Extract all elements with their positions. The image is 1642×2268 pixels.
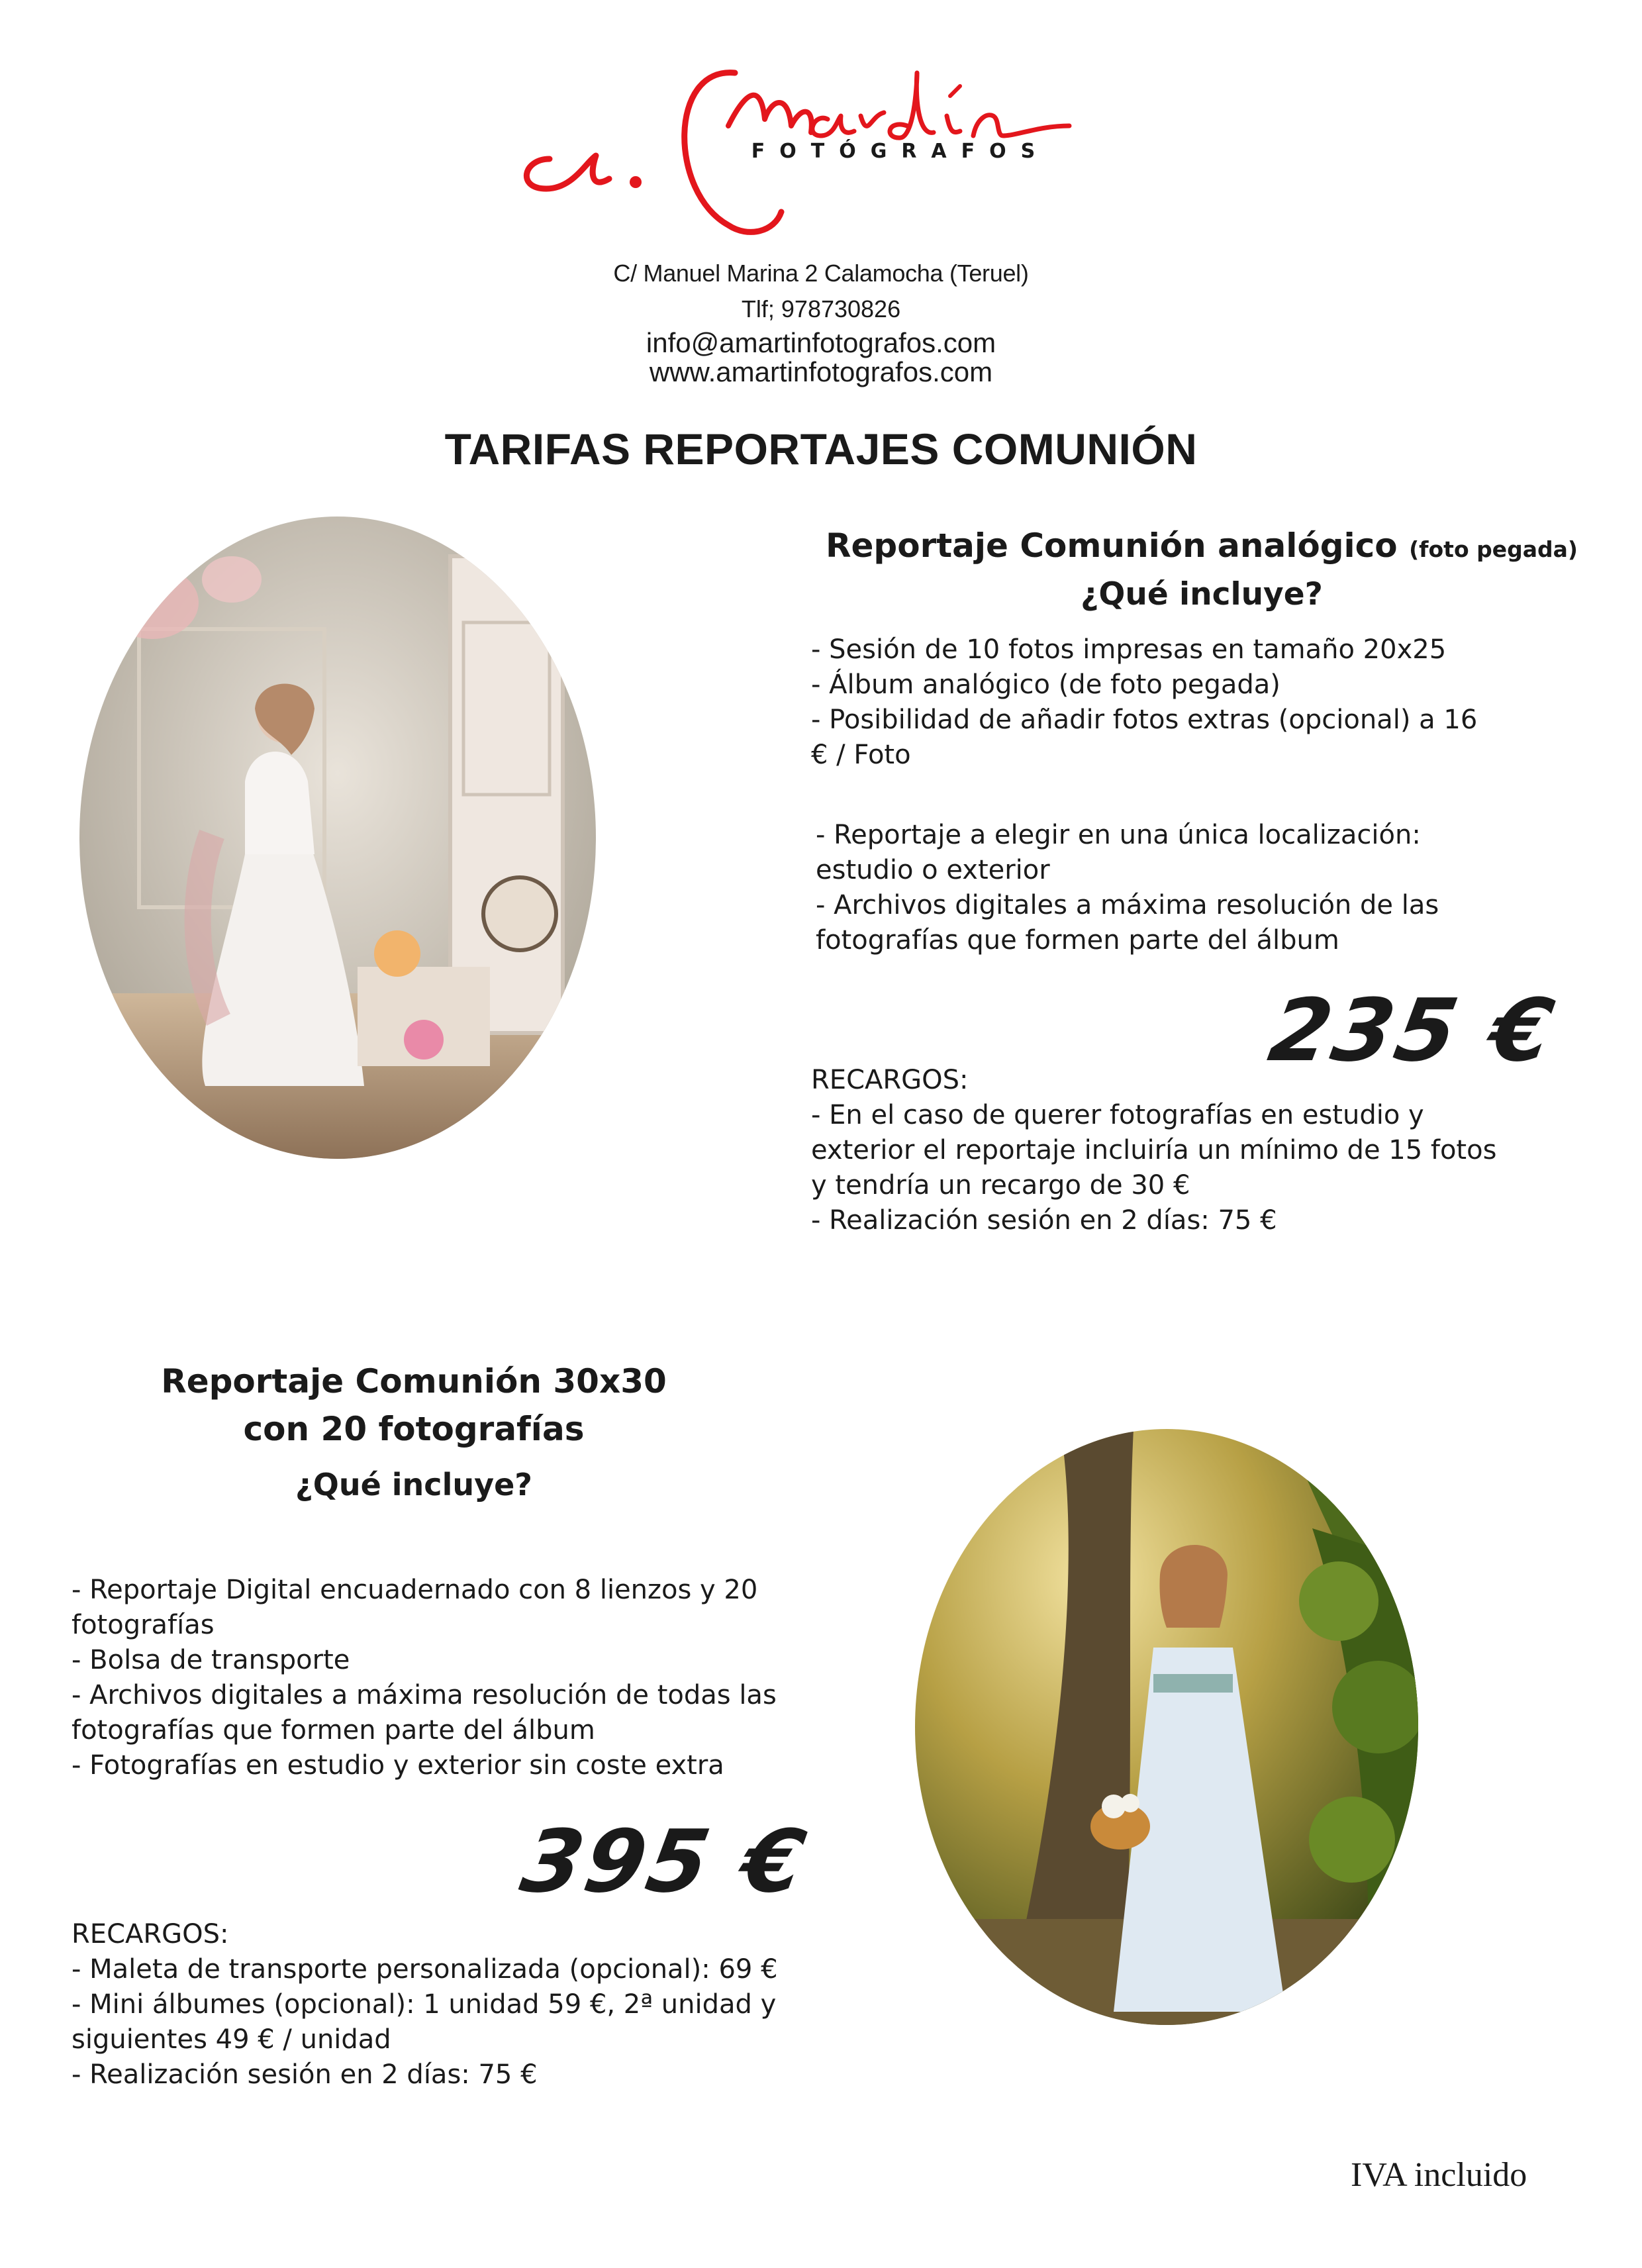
section2-heading <box>66 1357 761 1453</box>
section1-surcharges <box>811 1063 1506 1238</box>
list-item: - Mini álbumes (opcional): 1 unidad 59 €, 2ª unidad y siguientes 49 € / unidad <box>72 1989 777 2055</box>
section2-question: ¿Qué incluye? <box>295 1467 532 1503</box>
list-item: - Reportaje a elegir en una única localización: estudio o exterior <box>816 820 1421 885</box>
list-item: - Archivos digitales a máxima resolución de las fotografías que formen parte del álbum <box>816 890 1439 956</box>
list-item: - Reportaje Digital encuadernado con 8 lienzos y 20 fotografías <box>72 1575 758 1640</box>
list-item: - Maleta de transporte personalizada (opcional): 69 € <box>72 1954 778 1985</box>
section1-includes-list <box>811 632 1486 773</box>
section2-includes-list <box>72 1573 853 1783</box>
surcharges-label: RECARGOS: <box>72 1919 229 1949</box>
list-item: - Realización sesión en 2 días: 75 € <box>811 1205 1277 1236</box>
list-item: - Realización sesión en 2 días: 75 € <box>72 2059 538 2090</box>
section1-note: (foto pegada) <box>1409 536 1578 562</box>
section1-heading <box>811 526 1592 565</box>
section2-price: 395 € <box>514 1811 815 1912</box>
website-link[interactable]: www.amartinfotografos.com <box>649 356 993 387</box>
studio-communion-photo <box>79 517 596 1159</box>
vat-note: IVA incluido <box>1351 2156 1527 2194</box>
page-title: TARIFAS REPORTAJES COMUNIÓN <box>444 424 1198 473</box>
address-text: C/ Manuel Marina 2 Calamocha (Teruel) <box>613 260 1029 287</box>
outdoor-communion-photo <box>915 1429 1418 2025</box>
list-item: - Sesión de 10 fotos impresas en tamaño 20x25 <box>811 634 1447 665</box>
section1-includes-list-2 <box>816 818 1504 958</box>
email-link[interactable]: info@amartinfotografos.com <box>646 327 996 358</box>
svg-text:FOTÓGRAFOS: FOTÓGRAFOS <box>751 140 1050 163</box>
section1-title: Reportaje Comunión analógico <box>826 526 1398 565</box>
phone-text: Tlf; 978730826 <box>741 295 901 322</box>
surcharges-label: RECARGOS: <box>811 1065 969 1095</box>
section2-title-line2: con 20 fotografías <box>243 1410 585 1448</box>
section2-title-line1: Reportaje Comunión 30x30 <box>161 1362 667 1401</box>
list-item: - Fotografías en estudio y exterior sin coste extra <box>72 1750 724 1781</box>
list-item: - Bolsa de transporte <box>72 1645 350 1675</box>
list-item: - Archivos digitales a máxima resolución de todas las fotografías que formen parte del álbum <box>72 1680 777 1746</box>
section2-surcharges <box>72 1917 866 2093</box>
list-item: - En el caso de querer fotografías en estudio y exterior el reportaje incluiría un mínimo de 15 fotos y tendría un recargo de 30 € <box>811 1100 1497 1201</box>
list-item: - Posibilidad de añadir fotos extras (opcional) a 16 € / Foto <box>811 705 1478 770</box>
list-item: - Álbum analógico (de foto pegada) <box>811 669 1280 700</box>
brand-logo <box>510 46 1145 265</box>
section1-price: 235 € <box>1262 980 1563 1081</box>
section1-question: ¿Qué incluye? <box>1081 576 1323 613</box>
